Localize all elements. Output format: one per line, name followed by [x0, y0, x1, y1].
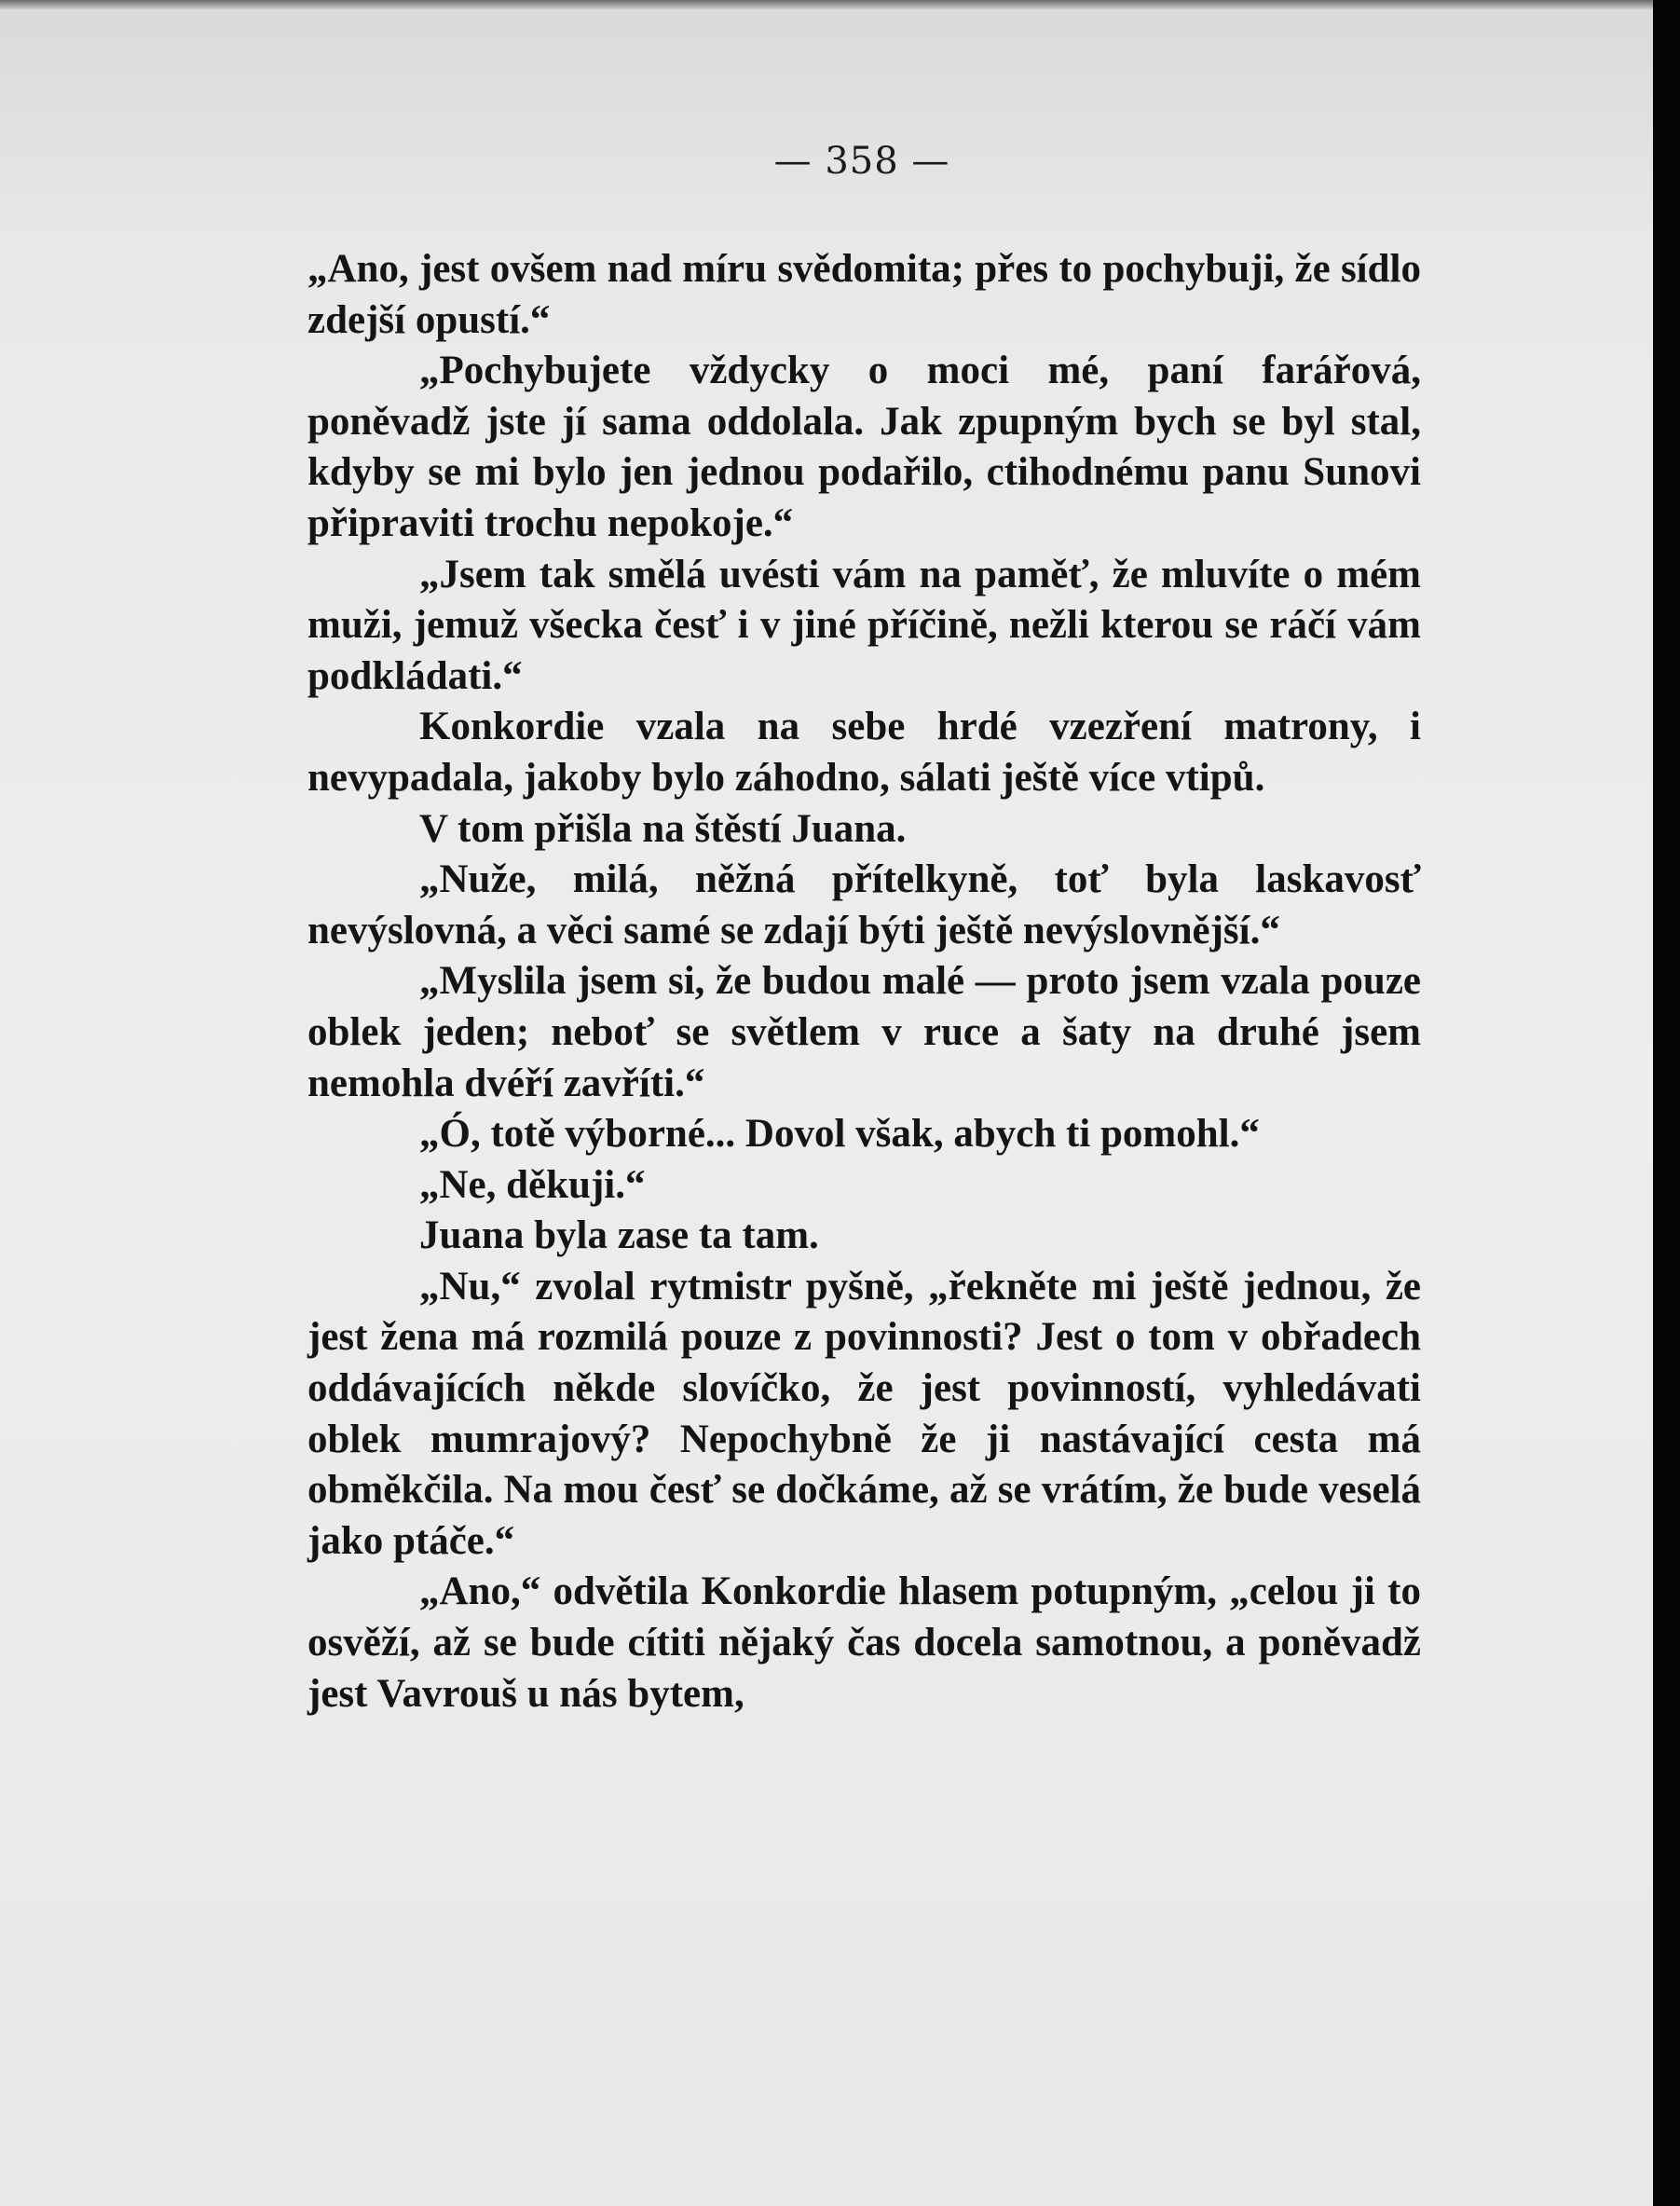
paragraph-3: „Jsem tak smělá uvésti vám na paměť, že mluvíte o mém muži, jemuž všecka česť i v jiné příčině, nežli kterou se ráčí vám podkládati.“ [307, 552, 1421, 698]
paragraph-1: „Ano, jest ovšem nad míru svědomita; přes to pochybuji, že sídlo zdejší opustí.“ [307, 247, 1421, 342]
page-top-edge [0, 0, 1653, 9]
paragraph-6: „Nuže, milá, něžná přítelkyně, toť byla laskavosť nevýslovná, a věci samé se zdají býti ještě nevýslovnější.“ [307, 857, 1421, 952]
paragraph-2: „Pochybujete vždycky o moci mé, paní farářová, poněvadž jste jí sama oddolala. Jak zpupným bych se byl stal, kdyby se mi bylo jen jednou podařilo, ctihodnému panu Sunovi připraviti trochu nepokoje.“ [307, 349, 1421, 545]
paragraph-12: „Ano,“ odvětila Konkordie hlasem potupným, „celou ji to osvěží, až se bude cítiti nějaký čas docela samotnou, a poněvadž jest Vavrouš u nás bytem, [307, 1569, 1421, 1716]
paragraph-11: „Nu,“ zvolal rytmistr pyšně, „řekněte mi ještě jednou, že jest žena má rozmilá pouze z povinnosti? Jest o tom v obřadech oddávajících někde slovíčko, že jest povinností, vyhledávati oblek mumrajový? Nepochybně že ji nastávající cesta má obměkčila. Na mou česť se dočkáme, až se vrátím, že bude veselá jako ptáče.“ [307, 1264, 1421, 1563]
page-number: — 358 — [773, 140, 950, 183]
paragraph-9: „Ne, děkuji.“ [419, 1162, 646, 1207]
paragraph-5: V tom přišla na štěstí Juana. [419, 806, 907, 851]
scan-border [1653, 0, 1680, 2206]
paragraph-4: Konkordie vzala na sebe hrdé vzezření matrony, i nevypadala, jakoby bylo záhodno, sálati ještě více vtipů. [307, 705, 1421, 800]
paragraph-8: „Ó, totě výborné... Dovol však, abych ti pomohl.“ [419, 1112, 1260, 1157]
body-text [307, 244, 1421, 1720]
paragraph-7: „Myslila jsem si, že budou malé — proto jsem vzala pouze oblek jeden; neboť se světlem v ruce a šaty na druhé jsem nemohla dvéří zavříti.“ [307, 959, 1421, 1105]
paragraph-10: Juana byla zase ta tam. [419, 1213, 819, 1258]
